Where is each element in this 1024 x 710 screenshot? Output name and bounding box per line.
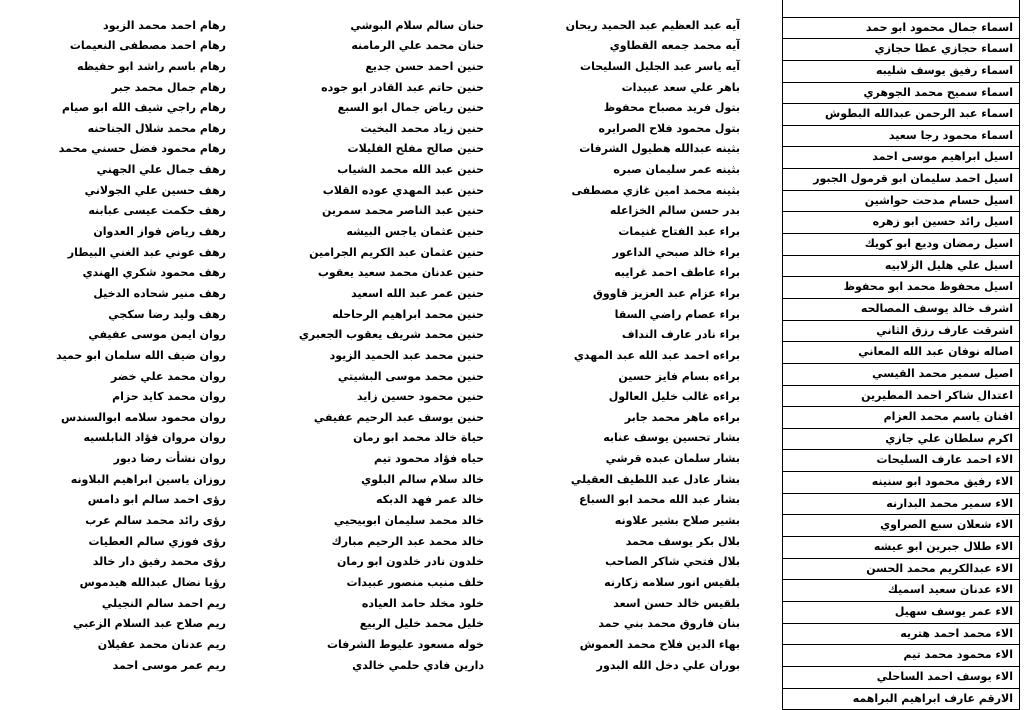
name-entry: حنين رياض جمال ابو السبع	[254, 98, 500, 119]
name-entry: رهف رياض فواز العدوان	[4, 222, 242, 243]
name-entry: براء نادر عارف النداف	[508, 325, 756, 346]
name-entry: الاء محمود محمد تيم	[782, 645, 1020, 667]
name-entry: دارين فادي حلمي خالدي	[254, 656, 500, 677]
name-entry: رؤى احمد سالم ابو دامس	[4, 490, 242, 511]
name-entry: رهام محمد شلال الجناحنه	[4, 119, 242, 140]
name-entry: حنين زياد محمد البخيت	[254, 119, 500, 140]
name-entry: حنين محمد شريف يعقوب الجعبري	[254, 325, 500, 346]
name-entry: روان محمد كايد حزام	[4, 387, 242, 408]
name-entry: براء عبد الفتاح غنيمات	[508, 222, 756, 243]
name-entry: بلال فتحي شاكر الصاحب	[508, 552, 756, 573]
name-entry: اصيل سمير محمد القيسي	[782, 364, 1020, 386]
name-entry: براءه بسام فايز حسين	[508, 367, 756, 388]
name-entry: رؤى رائد محمد سالم عرب	[4, 511, 242, 532]
name-entry: اشرف خالد يوسف المصالحه	[782, 299, 1020, 321]
name-entry: براء خالد صبحي الداعور	[508, 243, 756, 264]
name-entry: حنين عثمان ياجس البيشه	[254, 222, 500, 243]
name-entry: حنين محمد عبد الحميد الزيود	[254, 346, 500, 367]
names-column-4	[4, 0, 242, 676]
name-entry: رهف جمال علي الجهني	[4, 160, 242, 181]
name-entry: اشرقت عارف رزق الثاني	[782, 321, 1020, 343]
name-entry: خلود مخلد حامد العياده	[254, 594, 500, 615]
name-entry: روان مروان فؤاد النابلسيه	[4, 428, 242, 449]
name-entry: حياة خالد محمد ابو رمان	[254, 428, 500, 449]
name-entry: خالد محمد عبد الرحيم مبارك	[254, 532, 500, 553]
name-entry: ريم صلاح عبد السلام الزعبي	[4, 614, 242, 635]
name-entry: اسيل رمضان وديع ابو كويك	[782, 234, 1020, 256]
name-entry: رهف منير شحاده الدخيل	[4, 284, 242, 305]
name-entry: رهام احمد مصطفى النعيمات	[4, 36, 242, 57]
name-entry: بوران علي دخل الله البدور	[508, 656, 756, 677]
name-entry: آيه عبد العظيم عبد الحميد ريحان	[508, 16, 756, 37]
name-entry: حنان محمد علي الرمامنه	[254, 36, 500, 57]
name-entry: بلقيس انور سلامه زكارنه	[508, 573, 756, 594]
name-entry: خالد سلام سالم البلوي	[254, 470, 500, 491]
name-entry: حنين حاتم عبد القادر ابو جوده	[254, 78, 500, 99]
name-entry: بشير صلاح بشير علاونه	[508, 511, 756, 532]
name-entry: بثينه محمد امين غازي مصطفى	[508, 181, 756, 202]
name-entry: آيه ياسر عبد الجليل السليحات	[508, 57, 756, 78]
name-entry: بتول فريد مصباح محفوظ	[508, 98, 756, 119]
name-entry: بثينه عمر سليمان صبره	[508, 160, 756, 181]
name-entry: اسماء رفيق يوسف شليبه	[782, 61, 1020, 83]
name-entry: بشار عادل عبد اللطيف العقيلي	[508, 470, 756, 491]
name-entry: رؤى فوزي سالم العطيات	[4, 532, 242, 553]
name-entry: حنين عثمان عبد الكريم الجرامين	[254, 243, 500, 264]
name-entry: حنين يوسف عبد الرحيم عفيفي	[254, 408, 500, 429]
name-entry: براء عصام راضي السقا	[508, 305, 756, 326]
name-entry: رهف عوني عبد الغني البيطار	[4, 243, 242, 264]
names-column-1	[782, 0, 1020, 710]
name-entry: اسماء سميح محمد الجوهري	[782, 83, 1020, 105]
name-entry: اصاله نوفان عبد الله المعاني	[782, 342, 1020, 364]
name-entry: رهام باسم راشد ابو حفيظه	[4, 57, 242, 78]
name-entry: بثينه عبدالله هطيول الشرفات	[508, 139, 756, 160]
name-entry: آيه محمد جمعه القطاوي	[508, 36, 756, 57]
name-entry: رهف محمود شكري الهندي	[4, 263, 242, 284]
name-entry: خوله مسعود عليوط الشرفات	[254, 635, 500, 656]
name-entry: بهاء الدين فلاح محمد العموش	[508, 635, 756, 656]
name-entry: بشار تحسين يوسف عنابه	[508, 428, 756, 449]
name-entry: الاء احمد عارف السليحات	[782, 450, 1020, 472]
name-entry: خلدون نادر خلدون ابو رمان	[254, 552, 500, 573]
name-entry: الاء شعلان سبع الصراوي	[782, 515, 1020, 537]
name-entry: روان محمود سلامه ابوالسندس	[4, 408, 242, 429]
name-entry: رؤى محمد رفيق دار خالد	[4, 552, 242, 573]
name-entry: خالد عمر فهد الدبكه	[254, 490, 500, 511]
name-entry: اسماء عبد الرحمن عبدالله البطوش	[782, 104, 1020, 126]
name-entry: رؤيا نضال عبدالله هيدموس	[4, 573, 242, 594]
name-entry: الاء رفيق محمود ابو سنينه	[782, 472, 1020, 494]
name-entry: روزان ياسين ابراهيم البلاونه	[4, 470, 242, 491]
name-entry: روان محمد علي خضر	[4, 367, 242, 388]
name-entry: حنين محمود حسين زايد	[254, 387, 500, 408]
name-entry: خليل محمد خليل الربيع	[254, 614, 500, 635]
name-entry: بدر حسن سالم الخزاعله	[508, 201, 756, 222]
name-entry: براء عزام عبد العزيز قاووق	[508, 284, 756, 305]
name-entry: الاء يوسف احمد الساحلي	[782, 667, 1020, 689]
name-entry: روان ضيف الله سلمان ابو حميد	[4, 346, 242, 367]
name-entry: حنين عبد الله محمد الشياب	[254, 160, 500, 181]
name-entry: اسيل ابراهيم موسى احمد	[782, 147, 1020, 169]
name-entry: اكرم سلطان علي جازي	[782, 429, 1020, 451]
name-entry: براءه غالب خليل العالول	[508, 387, 756, 408]
name-entry: رهام محمود فضل حسني محمد	[4, 139, 242, 160]
name-entry: حنين صالح مفلح الفليلات	[254, 139, 500, 160]
name-entry: ريم عمر موسى احمد	[4, 656, 242, 677]
name-entry: بلقيس خالد حسن اسعد	[508, 594, 756, 615]
name-entry: روان ايمن موسى عفيفي	[4, 325, 242, 346]
name-entry: ريم احمد سالم النجيلي	[4, 594, 242, 615]
name-entry: بشار سلمان عبده قرشي	[508, 449, 756, 470]
name-entry: الارقم عارف ابراهيم البراهمه	[782, 689, 1020, 710]
name-entry: افنان ياسم محمد العزام	[782, 407, 1020, 429]
name-entry: اسيل محفوظ محمد ابو محفوظ	[782, 277, 1020, 299]
name-entry: رهام جمال محمد جبر	[4, 78, 242, 99]
name-entry: حياه فؤاد محمود تيم	[254, 449, 500, 470]
name-entry: حنين احمد حسن جديع	[254, 57, 500, 78]
name-entry: بتول محمود فلاح الصرايره	[508, 119, 756, 140]
name-entry: حنين عدنان محمد سعيد يعقوب	[254, 263, 500, 284]
name-entry: حنان سالم سلام البوشي	[254, 16, 500, 37]
name-entry: الاء طلال جبرين ابو عيشه	[782, 537, 1020, 559]
name-entry: براءه احمد عبد الله عبد المهدي	[508, 346, 756, 367]
name-entry: براءه ماهر محمد جابر	[508, 408, 756, 429]
name-entry: باهر علي سعد عبيدات	[508, 78, 756, 99]
name-entry: رهام احمد محمد الزيود	[4, 16, 242, 37]
name-entry: اسيل حسام مدحت حواشين	[782, 191, 1020, 213]
name-entry: حنين عبد الناصر محمد سمرين	[254, 201, 500, 222]
name-entry	[782, 0, 1020, 18]
name-entry: الاء محمد احمد هتريه	[782, 624, 1020, 646]
name-entry: الاء عدنان سعيد اسميك	[782, 580, 1020, 602]
name-entry: بلال بكر يوسف محمد	[508, 532, 756, 553]
names-column-3	[254, 0, 500, 676]
name-entry: اسماء حجازي عطا حجازي	[782, 39, 1020, 61]
name-entry: حنين عمر عبد الله اسعيد	[254, 284, 500, 305]
name-entry: رهف حكمت عيسى عبابنه	[4, 201, 242, 222]
name-entry: اسيل رائد حسين ابو زهره	[782, 212, 1020, 234]
name-entry: رهف وليد رضا سكجي	[4, 305, 242, 326]
name-entry: اعتدال شاكر احمد المطيرين	[782, 386, 1020, 408]
name-entry: خلف منيب منصور عبيدات	[254, 573, 500, 594]
name-entry: الاء عبدالكريم محمد الحسن	[782, 559, 1020, 581]
name-entry: روان نشأت رضا دبور	[4, 449, 242, 470]
name-entry	[508, 0, 756, 16]
name-entry: بشار عبد الله محمد ابو السباع	[508, 490, 756, 511]
name-entry	[254, 0, 500, 16]
name-entry: حنين محمد ابراهيم الرحاحله	[254, 305, 500, 326]
name-entry: اسيل احمد سليمان ابو قرمول الجبور	[782, 169, 1020, 191]
name-entry: حنين محمد موسى البشيتي	[254, 367, 500, 388]
name-entry: اسماء محمود رجا سعيد	[782, 126, 1020, 148]
names-column-2	[508, 0, 756, 676]
name-entry: الاء عمر يوسف سهيل	[782, 602, 1020, 624]
name-entry	[4, 0, 242, 16]
name-entry: اسيل علي هليل الزلابيه	[782, 256, 1020, 278]
name-entry: ريم عدنان محمد عقيلان	[4, 635, 242, 656]
name-entry: رهام راجي شيف الله ابو صيام	[4, 98, 242, 119]
name-entry: حنين عبد المهدي عوده القلاب	[254, 181, 500, 202]
name-entry: الاء سمير محمد البدارنه	[782, 494, 1020, 516]
name-entry: بنان فاروق محمد بني حمد	[508, 614, 756, 635]
name-entry: خالد محمد سليمان ابوبيحيي	[254, 511, 500, 532]
name-entry: براء عاطف احمد غرايبه	[508, 263, 756, 284]
name-entry: رهف حسين علي الجولاني	[4, 181, 242, 202]
name-entry: اسماء جمال محمود ابو حمد	[782, 18, 1020, 40]
